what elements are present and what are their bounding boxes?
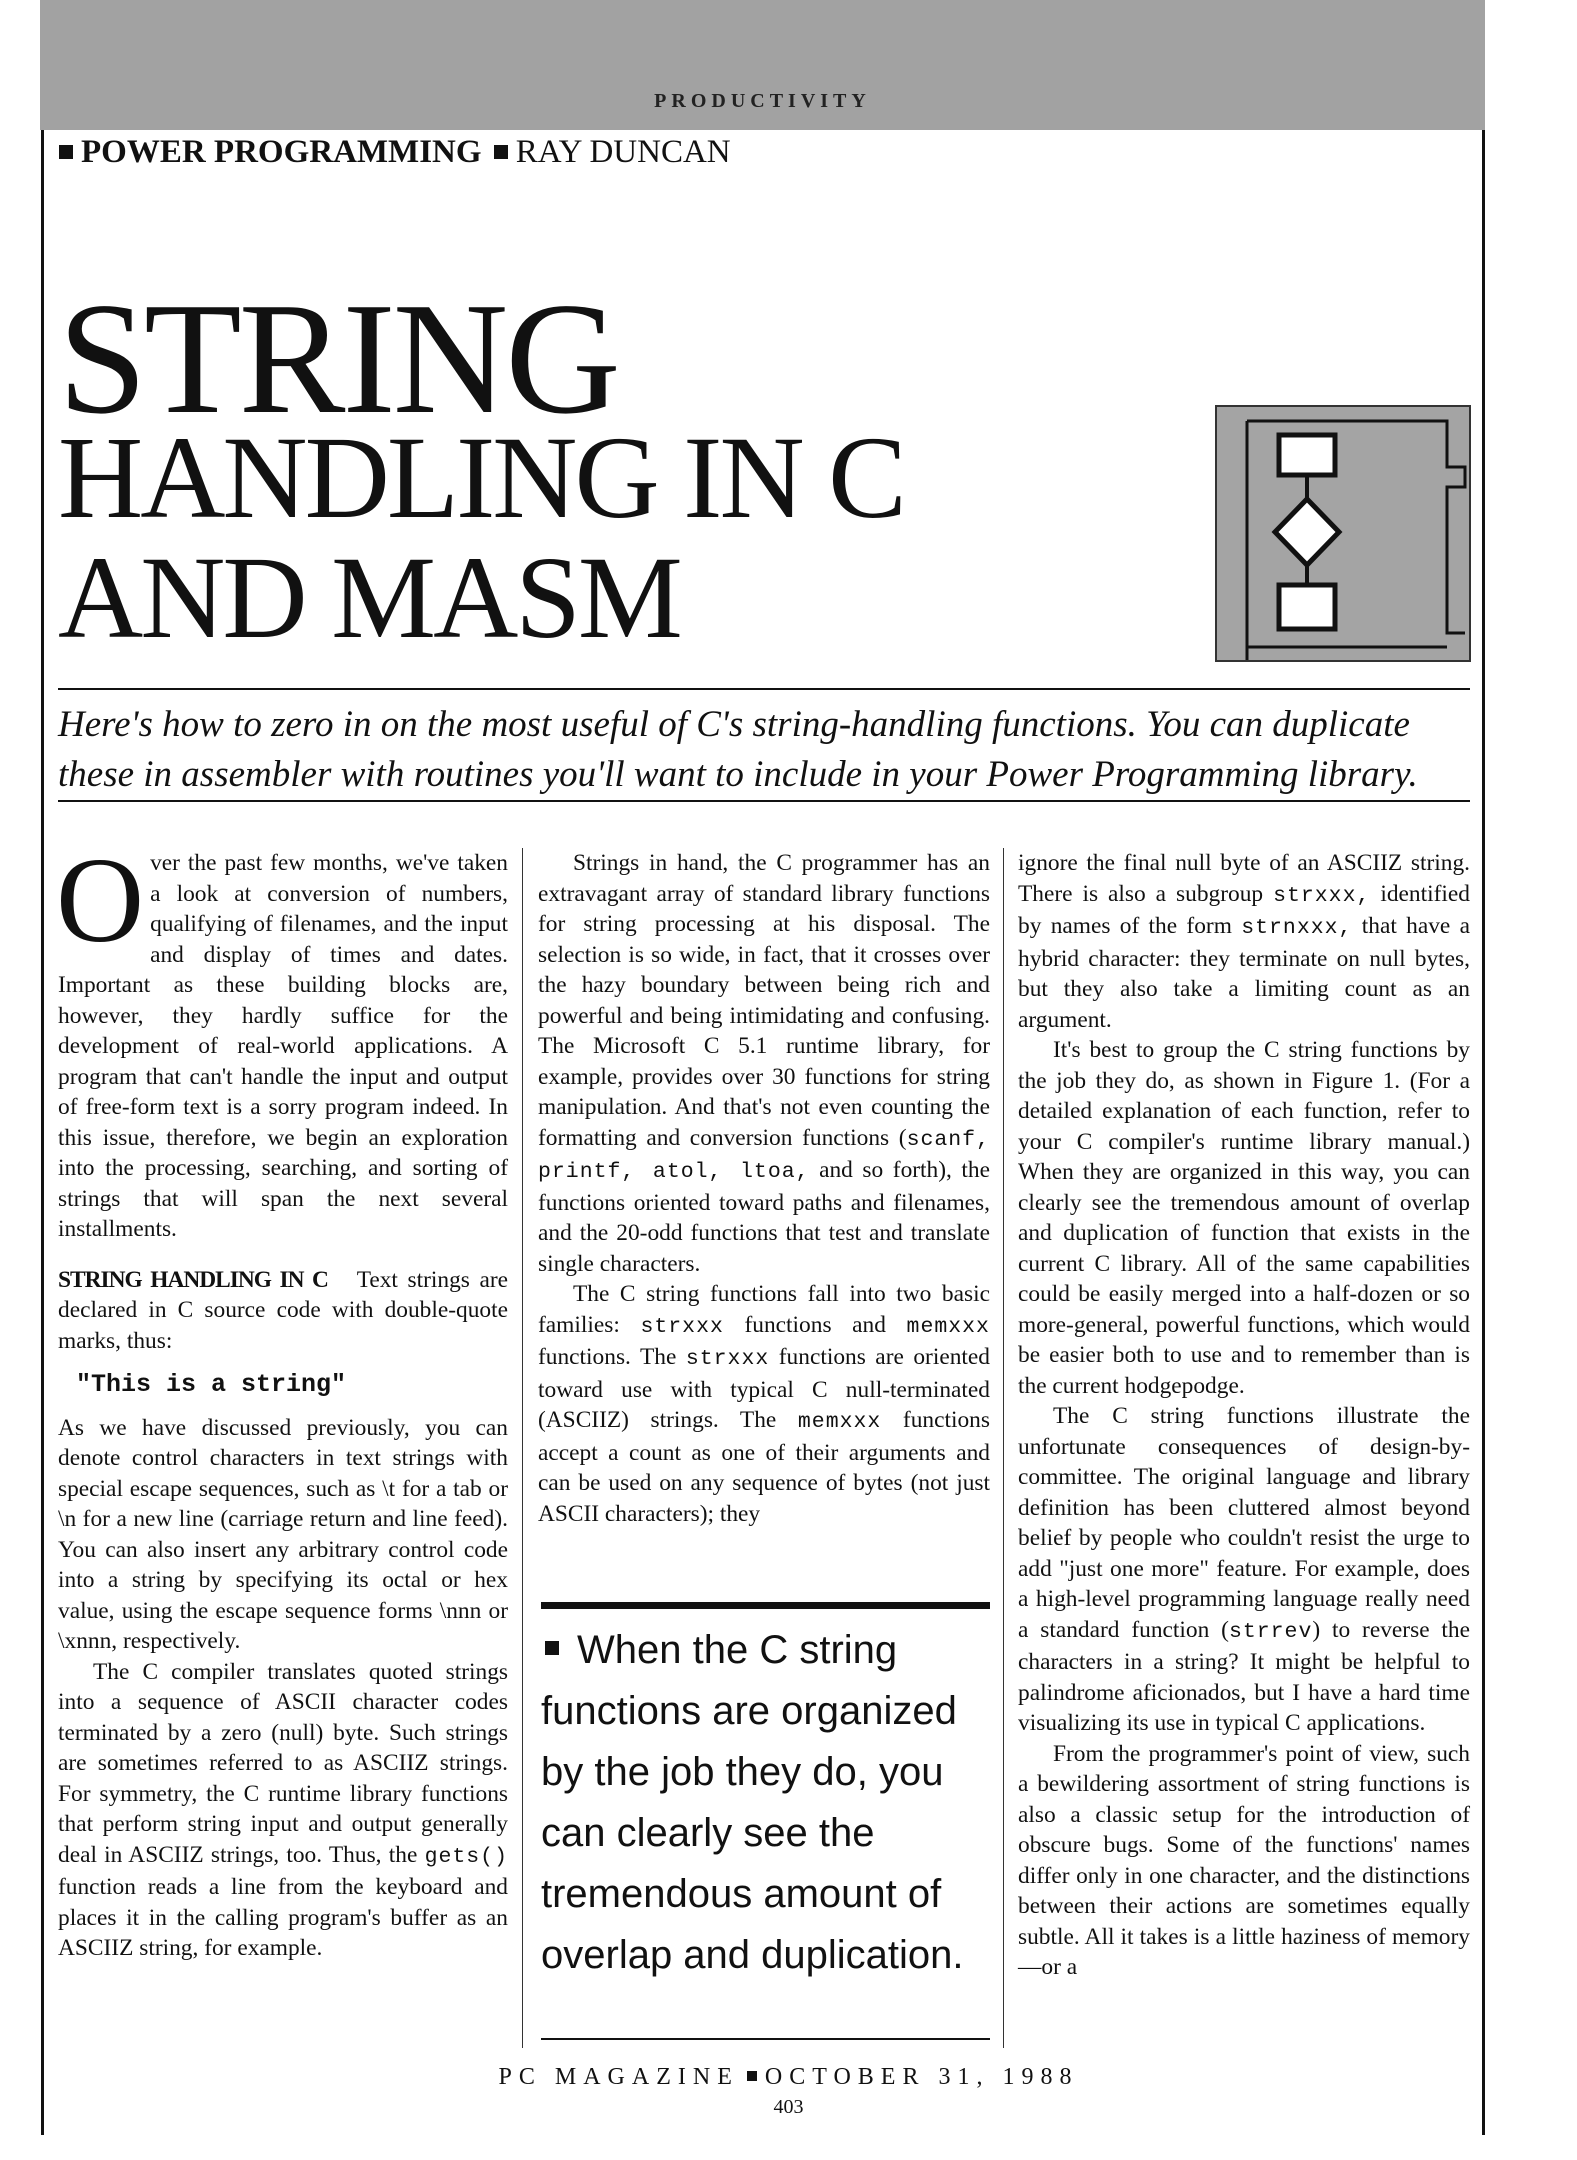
deck-subtitle: Here's how to zero in on the most useful of C's string-handling functions. You can duplicate these in assembler with routines you'll want to include in your Power Programming library. [58,704,1418,795]
section-banner [40,0,1485,130]
inline-code: strxxx [685,1347,770,1371]
paragraph-text: function reads a line from the keyboard and places it in the calling program's buffer as an ASCIIZ string, for example. [58,1874,508,1961]
issue-date: OCTOBER 31, 1988 [764,2064,1079,2090]
paragraph: From the programmer's point of view, such a bewildering assortment of string functions is also a classic setup for the introduction of obscure bugs. Some of the functions' names differ only in one character, and the distinctions between their actions are sometimes equally subtle. All it takes is a little haziness of memory—or a [1018,1740,1470,1980]
author-name: RAY DUNCAN [515,134,731,170]
subhead: STRING HANDLING IN C [58,1266,328,1293]
inline-code: scanf, printf, atol, ltoa, [538,1127,990,1184]
title-line-3: AND MASM [58,532,680,663]
column-1 [56,833,508,1964]
article-title [58,269,958,663]
paragraph [58,1265,508,1357]
paragraph-text: ) to reverse the characters in a string? It might be helpful to palindrome aficionados, but I have a hard time visualizing its use in typical C applications. [1018,1616,1471,1736]
inline-code: gets() [424,1844,508,1869]
title-line-1: STRING [58,269,618,447]
pullquote-text: When the C string functions are organized by the job they do, you can clearly see the tremendous amount of overlap and duplication. [541,1628,964,1977]
bullet-square-icon [747,2071,757,2081]
column-divider [1003,848,1004,2048]
paragraph-text: ignore the final null byte of an ASCIIZ string. There is also a subgroup [1018,850,1470,907]
paragraph-text: and so forth), the functions oriented toward paths and filenames, and the 20-odd functions that test and translate single characters. [538,1157,991,1277]
page-footer [0,2064,1577,2091]
byline [55,134,731,171]
inline-code: strrev [1228,1619,1313,1644]
title-line-2: HANDLING IN C [58,412,904,543]
inline-code: strxxx, [1273,883,1371,908]
magazine-name: PC MAGAZINE [498,2064,739,2090]
paragraph: It's best to group the C string functions by the job they do, as shown in Figure 1. (For a detailed explanation of each function, refer to your C compiler's runtime library manual.) When they are organized in this way, you can clearly see the tremendous amount of overlap and duplication of function that exists in the current C library. All of the same capabilities could be easily merged into a half-dozen or so more-general, powerful functions, which would be easier both to use and to remember than is the current hodgepodge. [1018,1037,1470,1399]
inline-code: strxxx [640,1314,724,1339]
deck-rule-bottom [58,800,1470,802]
paragraph-text: Strings in hand, the C programmer has an extravagant array of standard library functions for string processing at his disposal. The selection is so wide, in fact, that it crosses over the hazy boundary between being rich and powerful and being intimidating and confusing. The Microsoft C 5.1 runtime library, for example, provides over 30 functions for string manipulation. And that's not even counting the formatting and conversion functions ( [538,850,990,1151]
paragraph [58,1657,508,1964]
frame-left-rule [41,130,44,2135]
flowchart-graphic [1217,407,1469,660]
bullet-square-icon [545,1641,559,1655]
frame-right-rule [1482,130,1485,2135]
inline-code: memxxx [797,1410,882,1434]
paragraph-text: The C string functions fall into two basic families: [538,1281,990,1338]
bullet-square-icon [494,145,508,159]
paragraph-text: Text strings are declared in C source code with double-quote marks, thus: [58,1266,508,1354]
pullquote-rule-top [541,1602,990,1609]
paragraph-text: The C string functions illustrate the unfortunate consequences of design-by-committee. The original language and library definition has been cluttered almost beyond belief by people who couldn't resist the urge to add "just one more" feature. For example, does a high-level programming language really need a standard function ( [1018,1403,1470,1643]
deck-rule-top [58,688,1470,690]
flowchart-icon [1215,405,1471,662]
paragraph [538,848,990,1279]
paragraph [1018,1401,1470,1739]
paragraph [1018,848,1470,1035]
page-number: 403 [773,2096,804,2118]
paragraph-text: functions are oriented toward use with typical C null-terminated (ASCIIZ) strings. The [538,1344,990,1433]
paragraph-text: identified by names of the form [1018,880,1470,939]
inline-code: memxxx [906,1314,990,1339]
paragraph-text: The C compiler translates quoted strings into a sequence of ASCII character codes terminated by a zero (null) byte. Such strings are sometimes referred to as ASCIIZ strings. For symmetry, the C runtime library functions that perform string input and output generally deal in ASCIIZ strings, too. Thus, the [58,1658,508,1868]
paragraph: As we have discussed previously, you can denote control characters in text strings with special escape sequences, such as \t for a tab or \n for a new line (carriage return and line feed). You can also insert any arbitrary control code into a string by specifying its octal or hex value, using the escape sequence forms \nnn or \xnnn, respectively. [58,1414,508,1654]
paragraph [538,1279,990,1529]
section-label: PRODUCTIVITY [654,90,871,112]
pullquote [541,1620,993,1986]
bullet-square-icon [59,145,73,159]
drop-cap: O [56,833,145,968]
code-example: "This is a string" [76,1370,347,1399]
column-2 [538,848,990,1529]
paragraph-text: functions and [744,1311,886,1338]
column-divider [522,848,523,2048]
pullquote-rule-bottom [541,2038,990,2040]
paragraph-text: functions accept a count as one of their arguments and can be used on any sequence of bytes (not just ASCII characters); they [538,1407,990,1527]
column-3 [1018,848,1470,1983]
paragraph-text: functions. The [538,1344,677,1370]
paragraph-text: that have a hybrid character: they terminate on null bytes, but they also take a limiting count as an argument. [1018,913,1470,1033]
paragraph [56,833,508,1245]
column-name: POWER PROGRAMMING [81,134,482,170]
paragraph-text: ver the past few months, we've taken a look at conversion of numbers, qualifying of filenames, and the input and display of times and dates. Important as these building blocks are, however, they hardly suffice for the development of real-world applications. A program that can't handle the input and output of free-form text is a sorry program indeed. In this issue, therefore, we begin an exploration into the processing, searching, and sorting of strings that will span the next several installments. [58,850,508,1242]
inline-code: strnxxx, [1241,916,1353,940]
